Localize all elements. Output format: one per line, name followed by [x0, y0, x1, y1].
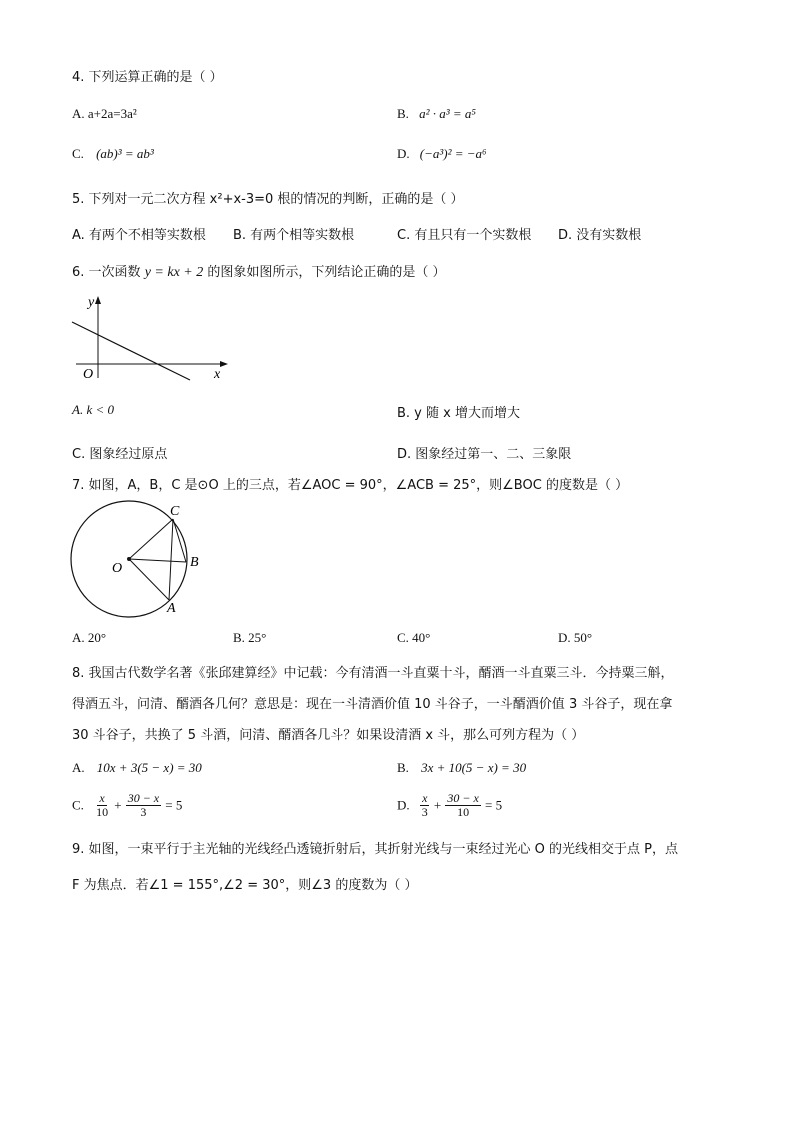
q8-option-a: A. 10x + 3(5 − x) = 30: [72, 760, 202, 775]
q8-c-fraction-2: $\frac{30 - x}{3}$: [127, 791, 160, 819]
q7-segment-oa: [129, 559, 169, 600]
q6-option-c: C. 图象经过原点: [72, 447, 168, 462]
q7-option-b: B. 25°: [233, 630, 267, 645]
q4-option-a: A. a+2a=3a²: [72, 106, 137, 121]
q6-option-d: D. 图象经过第一、二、三象限: [397, 447, 572, 462]
q4-option-c: [72, 146, 154, 162]
q8-option-d: D. $\frac{x}{3}$ + $\frac{30 - x}{10}$ = 5: [397, 791, 503, 819]
q7-option-c: C. 40°: [397, 630, 431, 645]
q6-option-b: B. y 随 x 增大而增大: [397, 406, 520, 421]
q6-y-arrow: [95, 296, 101, 304]
q7-stem: 7. 如图，A，B，C 是⊙O 上的三点，若∠AOC = 90°，∠ACB = 25°，则∠BOC 的度数是（ ）: [72, 478, 629, 493]
q9-stem-line2: F 为焦点．若∠1 = 155°,∠2 = 30°，则∠3 的度数为（ ）: [72, 878, 418, 893]
q8-d-fraction-1: $\frac{x}{3}$: [421, 791, 428, 819]
q8-stem-line2: 得酒五斗，问清、醑酒各几何？意思是：现在一斗清酒价值 10 斗谷子，一斗醑酒价值 3 斗谷子，现在拿: [72, 697, 673, 712]
q8-option-a-formula: 10x + 3(5 − x) = 30: [96, 760, 202, 775]
q4-option-b: [397, 106, 476, 122]
q6-stem-pre: 6. 一次函数: [72, 265, 141, 280]
q5-option-c: C. 有且只有一个实数根: [397, 228, 532, 243]
q6-x-label: x: [214, 367, 221, 382]
q6-linear-graph: [66, 292, 236, 384]
q7-option-a: A. 20°: [72, 630, 107, 645]
q4-option-d-label: D.: [397, 146, 410, 161]
q4-option-b-formula: a² · a³ = a⁵: [419, 106, 476, 121]
q9-stem-line1: 9. 如图，一束平行于主光轴的光线经凸透镜折射后，其折射光线与一束经过光心 O 的光线相交于点 P，点: [72, 842, 679, 857]
q6-option-a: A. k < 0: [72, 402, 114, 417]
q7-segment-ca: [169, 519, 173, 600]
q5-option-a: A. 有两个不相等实数根: [72, 228, 206, 243]
q8-c-fraction-1: $\frac{x}{10}$: [96, 791, 109, 819]
q4-stem: 4. 下列运算正确的是（ ）: [72, 70, 223, 85]
q4-option-d-formula: (−a³)² = −a⁶: [419, 146, 487, 161]
q7-segment-oc: [129, 519, 173, 559]
q6-y-label: y: [88, 295, 95, 310]
q6-x-arrow: [220, 361, 228, 367]
q7-circle-figure: [66, 500, 216, 620]
q4-option-b-label: B.: [397, 106, 409, 121]
q4-option-c-formula: (ab)³ = ab³: [96, 146, 154, 161]
q7-label-o: O: [112, 561, 123, 576]
q7-segment-ob: [129, 559, 186, 562]
q8-stem-line3: 30 斗谷子，共换了 5 斗酒，问清、醑酒各几斗？如果设清酒 x 斗，那么可列方程为（ ）: [72, 728, 585, 743]
q7-label-a: A: [167, 601, 176, 616]
q4-option-d: [397, 146, 487, 162]
q8-d-fraction-2: $\frac{30 - x}{10}$: [447, 791, 479, 819]
q8-option-c: C. $\frac{x}{10}$ + $\frac{30 - x}{3}$ = 5: [72, 791, 183, 819]
q5-option-d: D. 没有实数根: [558, 228, 642, 243]
q4-option-c-label: C.: [72, 146, 84, 161]
q7-label-c: C: [170, 504, 180, 519]
q5-stem: 5. 下列对一元二次方程 x²+x-3=0 根的情况的判断，正确的是（ ）: [72, 192, 464, 207]
q6-formula: y = kx + 2: [144, 265, 204, 280]
q8-stem-line1: 8. 我国古代数学名著《张邱建算经》中记载：今有清酒一斗直粟十斗，醑酒一斗直粟三斗．今持粟三斛，: [72, 666, 674, 681]
q6-stem: [72, 261, 446, 281]
q8-option-b-formula: 3x + 10(5 − x) = 30: [421, 760, 527, 775]
q8-option-b: B. 3x + 10(5 − x) = 30: [397, 760, 527, 775]
q5-option-b: B. 有两个相等实数根: [233, 228, 355, 243]
q7-center-dot: [127, 557, 131, 561]
q7-option-d: D. 50°: [558, 630, 593, 645]
q7-label-b: B: [190, 555, 199, 570]
q6-origin-label: O: [83, 367, 94, 382]
q6-stem-post: 的图象如图所示，下列结论正确的是（ ）: [207, 265, 446, 280]
